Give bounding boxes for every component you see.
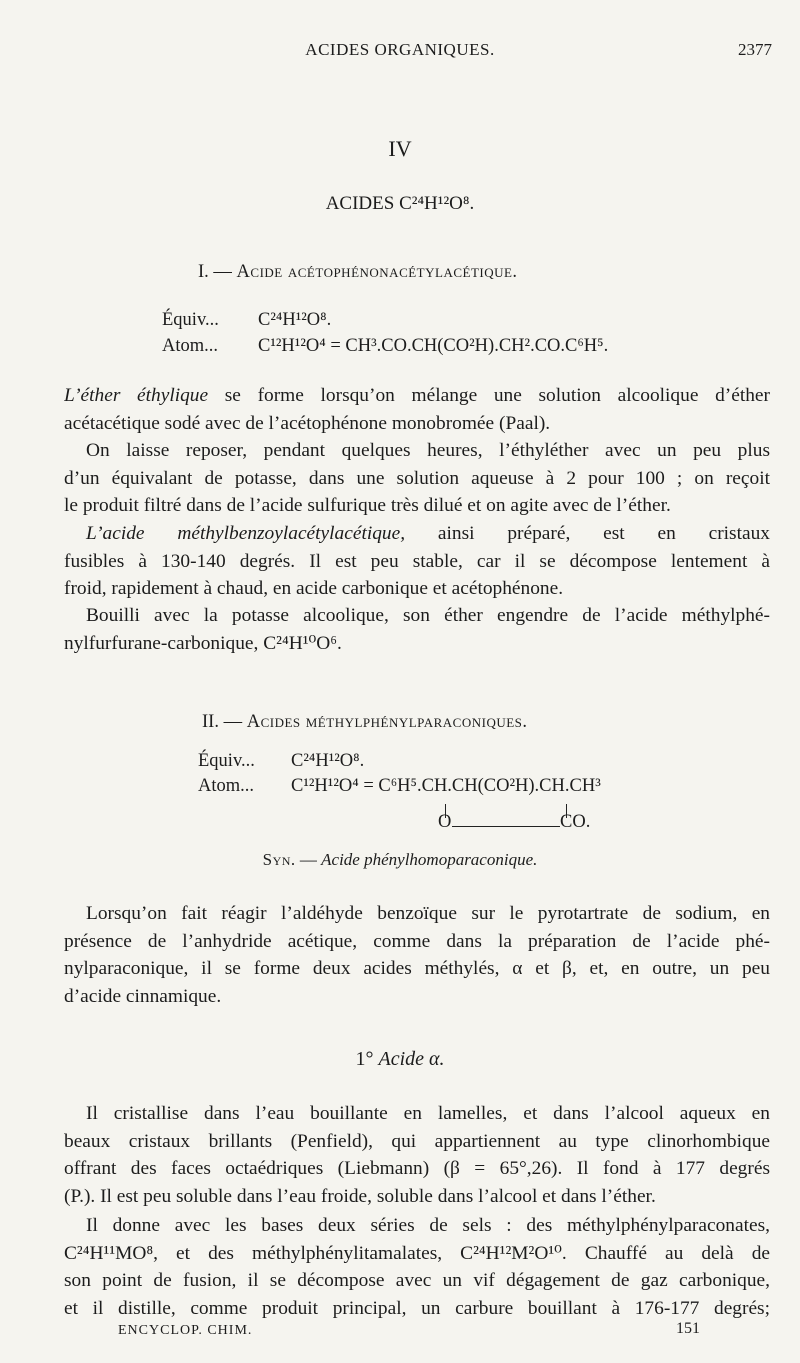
footer-signature: ENCYCLOP. CHIM. xyxy=(118,1323,253,1338)
paragraph-line: C²⁴H¹¹MO⁸, et des méthylphénylitamalates, C²⁴H¹²M²O¹⁰. Chauffé au delà de xyxy=(64,1242,770,1264)
section-2-equiv-label: Équiv... xyxy=(198,751,255,771)
acid-alpha-number: 1° xyxy=(355,1048,374,1070)
acid-alpha-heading xyxy=(0,1048,800,1071)
paragraph-line: d’acide cinnamique. xyxy=(64,985,222,1007)
paragraph-lorsquon xyxy=(64,900,770,1010)
paragraph-line: On laisse reposer, pendant quelques heures, l’éthyléther avec un peu plus xyxy=(86,440,770,461)
paragraph-acide-methylbenzoyl xyxy=(64,520,770,603)
paragraph-line xyxy=(64,382,770,410)
paragraph-line: froid, rapidement à chaud, en acide carbonique et acétophénone. xyxy=(64,578,564,599)
paragraph-line: présence de l’anhydride acétique, comme dans la préparation de l’acide phé- xyxy=(64,930,770,952)
italic-term: L’éther éthylique xyxy=(64,385,209,406)
paragraph-line: acétacétique sodé avec de l’acétophénone monobromée (Paal). xyxy=(64,412,551,434)
paragraph-line: Il donne avec les bases deux séries de sels : des méthylphénylparaconates, xyxy=(86,1215,770,1236)
ring-carbonyl: CO. xyxy=(560,812,591,832)
paragraph-line: le produit filtré dans de l’acide sulfurique très dilué et on agite avec de l’éther. xyxy=(64,495,671,516)
acid-alpha-title: Acide α. xyxy=(378,1048,445,1070)
section-1-equiv-formula: C²⁴H¹²O⁸. xyxy=(258,310,332,330)
paragraph-line: (P.). Il est peu soluble dans l’eau froide, soluble dans l’alcool et dans l’éther. xyxy=(64,1185,656,1207)
section-2-number: II. xyxy=(202,712,219,732)
section-2-heading xyxy=(202,712,528,733)
ring-bond-bottom xyxy=(452,826,560,827)
paragraph-ether-ethylique xyxy=(64,382,770,437)
synonym-line xyxy=(0,850,800,870)
section-1-dash: — xyxy=(213,262,232,282)
paragraph-line: son point de fusion, il se décompose avec un vif dégagement de gaz carbonique, xyxy=(64,1270,770,1291)
paragraph-donne-bases xyxy=(64,1212,770,1322)
paragraph-line: Il cristallise dans l’eau bouillante en lamelles, et dans l’alcool aqueux en xyxy=(86,1103,770,1124)
paragraph-laisse-reposer xyxy=(64,437,770,520)
synonym-dash: — xyxy=(299,850,317,869)
paragraph-line: Bouilli avec la potasse alcoolique, son éther engendre de l’acide méthylphé- xyxy=(86,605,770,626)
paragraph-line: fusibles à 130-140 degrés. Il est peu stable, car il se décompose lentement à xyxy=(64,550,770,572)
paragraph-line xyxy=(64,520,770,548)
paragraph-line: nylfurfurane-carbonique, C²⁴H¹⁰O⁶. xyxy=(64,632,342,654)
section-1-title: Acide acétophénonacétylacétique. xyxy=(236,262,518,282)
footer-sheet-number: 151 xyxy=(676,1320,700,1337)
running-header-title: ACIDES ORGANIQUES. xyxy=(305,40,495,59)
page-number: 2377 xyxy=(738,40,772,59)
paragraph-cristallise xyxy=(64,1100,770,1210)
paragraph-line: offrant des faces octaédriques (Liebmann) (β = 65°,26). Il fond à 177 degrés xyxy=(64,1158,770,1179)
synonym-label: Syn. xyxy=(262,850,296,869)
section-2-atom-formula: C¹²H¹²O⁴ = C⁶H⁵.CH.CH(CO²H).CH.CH³ xyxy=(291,776,601,796)
italic-term: L’acide méthylbenzoylacétylacétique, xyxy=(86,523,406,544)
section-1-heading xyxy=(198,262,518,283)
paragraph-line: nylparaconique, il se forme deux acides méthylés, α et β, et, en outre, un peu xyxy=(64,958,770,979)
section-1-atom-label: Atom... xyxy=(162,336,219,356)
paragraph-bouilli xyxy=(64,602,770,657)
line-text: ainsi préparé, est en cristaux xyxy=(405,523,770,544)
paragraph-line: d’un équivalant de potasse, dans une solution aqueuse à 2 pour 100 ; on reçoit xyxy=(64,467,770,489)
section-1-equiv-label: Équiv... xyxy=(162,310,219,330)
section-1-number: I. xyxy=(198,262,209,282)
chapter-heading: ACIDES C²⁴H¹²O⁸. xyxy=(325,193,475,214)
section-2-title: Acides méthylphénylparaconiques. xyxy=(246,712,528,732)
section-2-equiv-formula: C²⁴H¹²O⁸. xyxy=(291,751,365,771)
section-2-atom-label: Atom... xyxy=(198,776,255,796)
chapter-roman-numeral: IV xyxy=(388,136,412,161)
section-2-dash: — xyxy=(223,712,243,732)
paragraph-line: Lorsqu’on fait réagir l’aldéhyde benzoïque sur le pyrotartrate de sodium, en xyxy=(86,903,770,924)
line-text: se forme lorsqu’on mélange une solution alcoolique d’éther xyxy=(208,385,770,406)
paragraph-line: et il distille, comme produit principal, un carbure bouillant à 176-177 degrés; xyxy=(64,1297,770,1319)
paragraph-line: beaux cristaux brillants (Penfield), qui appartiennent au type clinorhombique xyxy=(64,1130,770,1152)
ring-oxygen: O xyxy=(438,812,452,832)
synonym-text: Acide phénylhomoparaconique. xyxy=(321,850,538,869)
section-1-atom-formula: C¹²H¹²O⁴ = CH³.CO.CH(CO²H).CH².CO.C⁶H⁵. xyxy=(258,336,609,356)
